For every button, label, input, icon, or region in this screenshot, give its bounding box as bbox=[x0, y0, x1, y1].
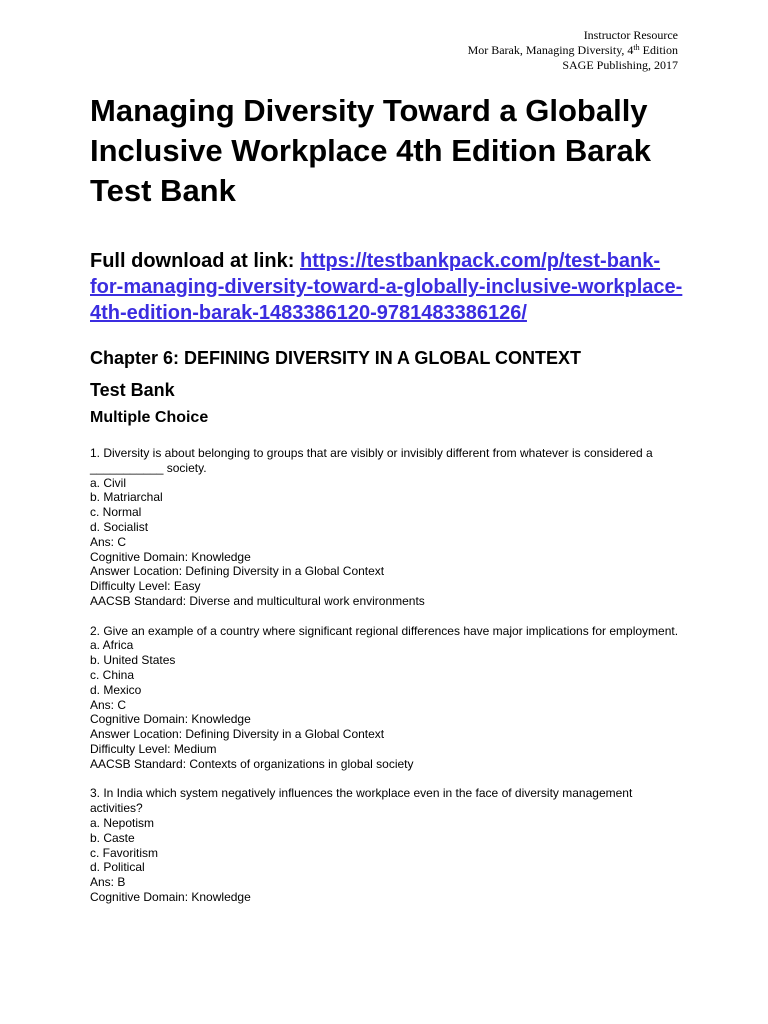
answer-option: d. Mexico bbox=[90, 682, 142, 697]
chapter-title: Chapter 6: DEFINING DIVERSITY IN A GLOBAL CONTEXT bbox=[90, 348, 582, 368]
answer-location: Answer Location: Defining Diversity in a Global Context bbox=[90, 564, 385, 579]
answer-option: d. Political bbox=[90, 860, 145, 875]
difficulty-level: Difficulty Level: Easy bbox=[90, 579, 201, 594]
header-line-2-superscript: th bbox=[633, 43, 640, 52]
question-list bbox=[90, 446, 680, 920]
document-title: Managing Diversity Toward a Globally Inclusive Workplace 4th Edition Barak Test Bank bbox=[90, 93, 652, 208]
answer-option: c. Normal bbox=[90, 505, 142, 520]
answer-option: b. Matriarchal bbox=[90, 490, 163, 505]
download-paragraph bbox=[90, 248, 690, 326]
answer-location: Answer Location: Defining Diversity in a Global Context bbox=[90, 727, 385, 742]
chapter-subtitle: Test Bank bbox=[90, 380, 175, 400]
answer-key: Ans: C bbox=[90, 697, 127, 712]
download-label: Full download at link: bbox=[90, 250, 300, 272]
answer-option: c. Favoritism bbox=[90, 845, 159, 860]
question-stem: 2. Give an example of a country where significant regional differences have major implications for employment. bbox=[90, 623, 679, 638]
difficulty-level: Difficulty Level: Medium bbox=[90, 741, 217, 756]
answer-key: Ans: C bbox=[90, 534, 127, 549]
cognitive-domain: Cognitive Domain: Knowledge bbox=[90, 712, 251, 727]
question-stem: 3. In India which system negatively influences the workplace even in the face of diversity management activities? bbox=[90, 786, 633, 816]
download-link[interactable]: https://testbankpack.com/p/test-bank-for-managing-diversity-toward-a-globally-inclusive-workplace-4th-edition-barak-1483386120-9781483386126/ bbox=[90, 250, 683, 324]
header-line-3: SAGE Publishing, 2017 bbox=[562, 58, 678, 72]
header-line-1: Instructor Resource bbox=[583, 28, 678, 42]
answer-key: Ans: B bbox=[90, 875, 126, 890]
cognitive-domain: Cognitive Domain: Knowledge bbox=[90, 549, 251, 564]
question-item bbox=[90, 786, 680, 904]
section-title: Multiple Choice bbox=[90, 409, 209, 426]
question-item bbox=[90, 624, 680, 772]
answer-option: a. Civil bbox=[90, 475, 127, 490]
cognitive-domain: Cognitive Domain: Knowledge bbox=[90, 889, 251, 904]
header-line-2 bbox=[468, 43, 678, 58]
answer-option: b. Caste bbox=[90, 830, 135, 845]
question-stem: 1. Diversity is about belonging to groups that are visibly or invisibly different from whatever is considered a ___________ society. bbox=[90, 446, 653, 475]
aacsb-standard: AACSB Standard: Contexts of organizations in global society bbox=[90, 756, 414, 771]
page-header bbox=[468, 28, 678, 73]
answer-option: c. China bbox=[90, 667, 135, 682]
answer-option: d. Socialist bbox=[90, 519, 149, 534]
header-line-2-text: Mor Barak, Managing Diversity, 4 bbox=[467, 43, 634, 57]
question-item bbox=[90, 446, 680, 609]
header-line-2-suffix: Edition bbox=[639, 43, 678, 57]
answer-option: b. United States bbox=[90, 653, 176, 668]
answer-option: a. Africa bbox=[90, 638, 134, 653]
chapter-heading bbox=[90, 342, 690, 406]
answer-option: a. Nepotism bbox=[90, 815, 155, 830]
aacsb-standard: AACSB Standard: Diverse and multicultural work environments bbox=[90, 593, 425, 608]
